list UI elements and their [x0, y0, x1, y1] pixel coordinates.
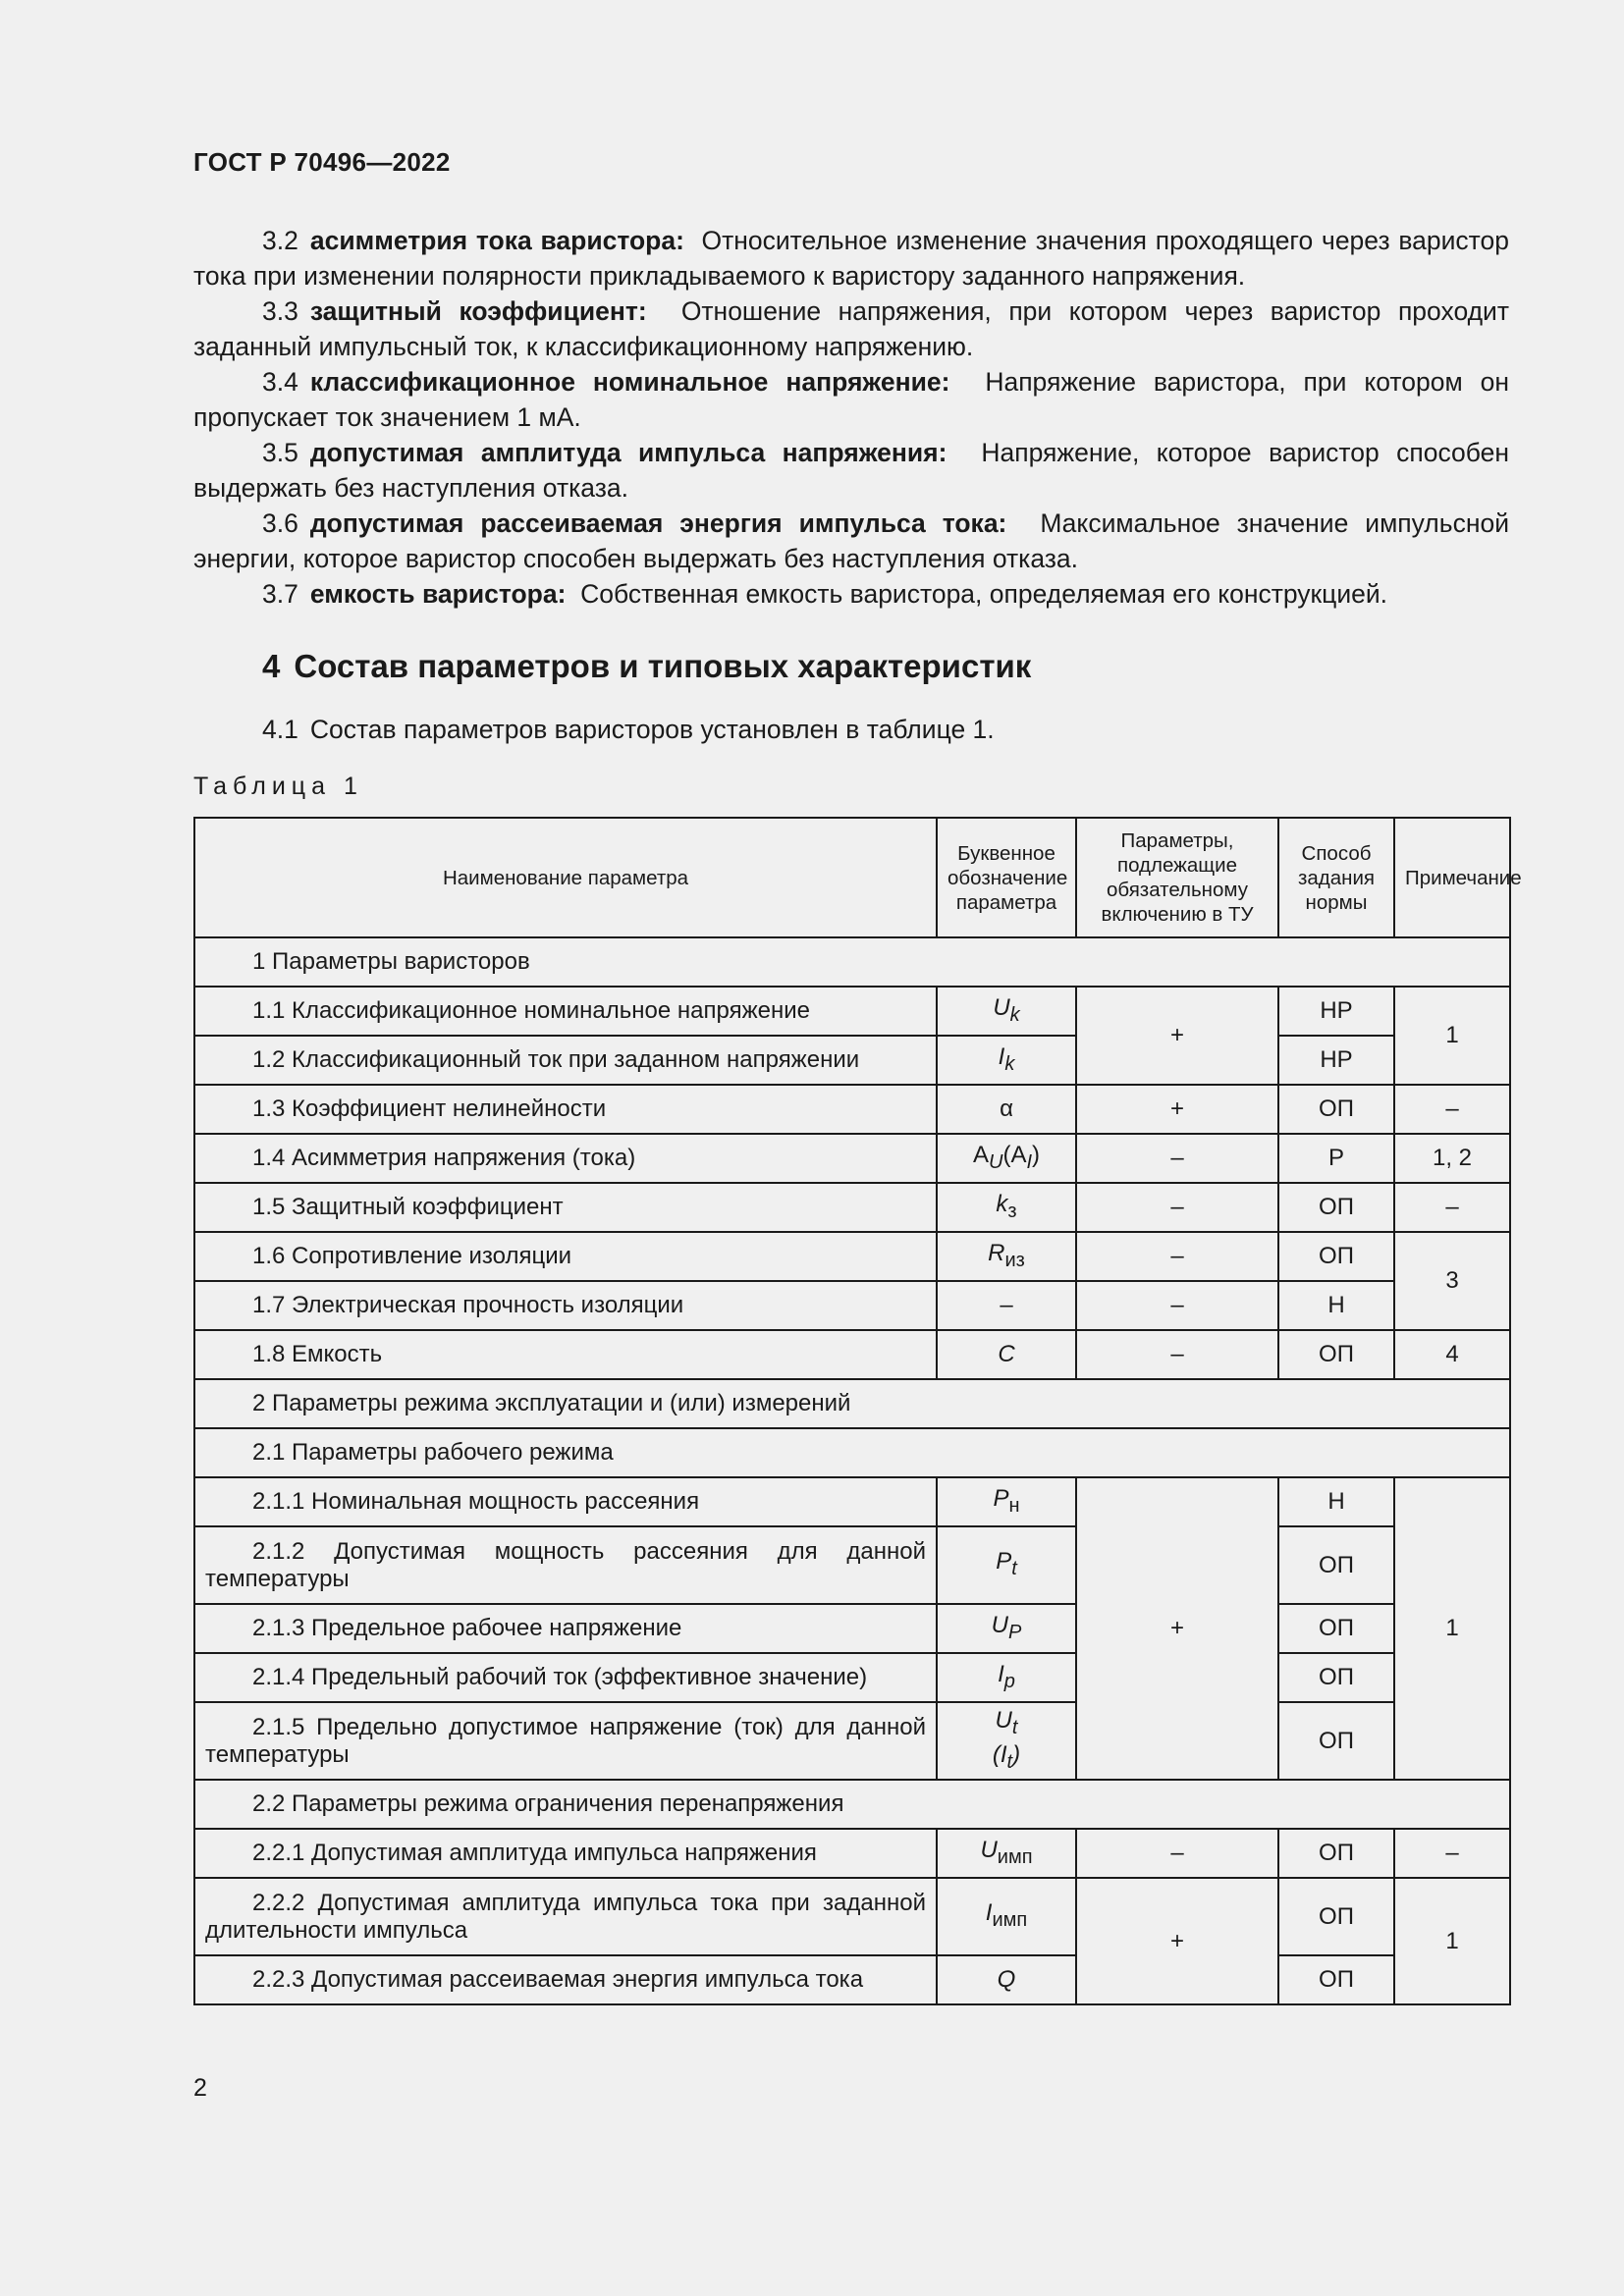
param-note: 1	[1394, 987, 1510, 1085]
section-title-text: Состав параметров и типовых характеристик	[294, 648, 1032, 684]
param-mandatory: +	[1076, 987, 1278, 1085]
param-mandatory: –	[1076, 1829, 1278, 1878]
symbol-sub: P	[1008, 1621, 1022, 1643]
table-row	[194, 1878, 1510, 1955]
symbol-sub: p	[1003, 1670, 1015, 1692]
param-symbol	[937, 987, 1076, 1036]
table-row	[194, 1330, 1510, 1379]
definition-3-4	[193, 364, 1509, 435]
param-symbol	[937, 1134, 1076, 1183]
symbol-sub: н	[1008, 1494, 1020, 1517]
symbol-main: I	[985, 1899, 993, 1927]
table-row	[194, 1955, 1510, 2004]
param-mandatory: +	[1076, 1085, 1278, 1134]
param-norm: ОП	[1278, 1955, 1394, 2004]
param-symbol	[937, 1604, 1076, 1653]
param-norm: Р	[1278, 1134, 1394, 1183]
param-mandatory: –	[1076, 1134, 1278, 1183]
param-norm: ОП	[1278, 1330, 1394, 1379]
param-mandatory: +	[1076, 1477, 1278, 1780]
header-symbol: Буквенное обозначение параметра	[937, 818, 1076, 937]
clause-text: Состав параметров варисторов установлен в таблице 1.	[309, 715, 995, 744]
param-norm: ОП	[1278, 1604, 1394, 1653]
param-name: 2.1.1 Номинальная мощность рассеяния	[194, 1477, 937, 1526]
symbol-sub: из	[1004, 1249, 1025, 1271]
symbol-sub: t	[1011, 1716, 1018, 1738]
param-symbol	[937, 1878, 1076, 1955]
symbol-sub: з	[1007, 1200, 1017, 1222]
table-row	[194, 1134, 1510, 1183]
table-row	[194, 1829, 1510, 1878]
param-norm: ОП	[1278, 1232, 1394, 1281]
param-name: 1.7 Электрическая прочность изоляции	[194, 1281, 937, 1330]
header-name: Наименование параметра	[194, 818, 937, 937]
symbol-close: )	[1032, 1141, 1041, 1168]
definition-number: 3.5	[262, 438, 298, 467]
param-symbol	[937, 1477, 1076, 1526]
param-note: 1	[1394, 1878, 1510, 2004]
symbol-main: k	[996, 1190, 1008, 1217]
table-row	[194, 1036, 1510, 1085]
group-label: 2.1 Параметры рабочего режима	[194, 1428, 1510, 1477]
param-norm: НР	[1278, 1036, 1394, 1085]
param-symbol	[937, 1653, 1076, 1702]
param-symbol	[937, 1526, 1076, 1604]
param-note: 1, 2	[1394, 1134, 1510, 1183]
param-name: 1.1 Классификационное номинальное напряжение	[194, 987, 937, 1036]
param-norm: НР	[1278, 987, 1394, 1036]
definition-number: 3.7	[262, 579, 298, 609]
param-norm: ОП	[1278, 1526, 1394, 1604]
param-mandatory: –	[1076, 1281, 1278, 1330]
param-note: –	[1394, 1183, 1510, 1232]
definition-number: 3.4	[262, 367, 298, 397]
param-mandatory: –	[1076, 1232, 1278, 1281]
definition-number: 3.6	[262, 508, 298, 538]
symbol-main: A	[972, 1141, 989, 1168]
param-name: 2.2.1 Допустимая амплитуда импульса напряжения	[194, 1829, 937, 1878]
definition-text: Напряжение, которое варистор способен выдержать без наступления отказа.	[193, 438, 1509, 503]
param-name: 2.2.3 Допустимая рассеиваемая энергия импульса тока	[194, 1955, 937, 2004]
param-norm: ОП	[1278, 1702, 1394, 1780]
symbol-main: U	[993, 993, 1010, 1021]
definition-term: емкость варистора:	[309, 579, 567, 609]
definitions-list	[193, 223, 1509, 612]
clause-number: 4.1	[262, 715, 298, 744]
definition-3-3	[193, 294, 1509, 364]
header-norm: Способ задания нормы	[1278, 818, 1394, 937]
definition-text: Максимальное значение импульсной энергии, которое варистор способен выдержать без наступления отказа.	[193, 508, 1510, 573]
table-row	[194, 1281, 1510, 1330]
group-label: 2 Параметры режима эксплуатации и (или) измерений	[194, 1379, 1510, 1428]
table-row	[194, 987, 1510, 1036]
definition-term: асимметрия тока варистора:	[309, 226, 684, 255]
param-name: 1.6 Сопротивление изоляции	[194, 1232, 937, 1281]
document-code-header: ГОСТ Р 70496—2022	[193, 147, 451, 177]
definition-term: классификационное номинальное напряжение:	[309, 367, 950, 397]
header-mandatory: Параметры, подлежащие обязательному включению в ТУ	[1076, 818, 1278, 937]
symbol-main: U	[995, 1706, 1012, 1734]
param-name: 1.8 Емкость	[194, 1330, 937, 1379]
group-label: 2.2 Параметры режима ограничения перенапряжения	[194, 1780, 1510, 1829]
param-norm: ОП	[1278, 1085, 1394, 1134]
symbol-main: R	[988, 1239, 1005, 1266]
table-row	[194, 1526, 1510, 1604]
symbol-sub-2: t	[1006, 1750, 1013, 1773]
param-mandatory: +	[1076, 1878, 1278, 2004]
table-row	[194, 1477, 1510, 1526]
param-mandatory: –	[1076, 1330, 1278, 1379]
table-caption: Таблица 1	[193, 773, 363, 800]
param-name: 2.1.3 Предельное рабочее напряжение	[194, 1604, 937, 1653]
param-norm: ОП	[1278, 1653, 1394, 1702]
symbol-sub: имп	[992, 1908, 1028, 1931]
definition-3-7	[193, 576, 1509, 612]
param-symbol	[937, 1702, 1076, 1780]
param-symbol	[937, 1829, 1076, 1878]
param-name: 1.4 Асимметрия напряжения (тока)	[194, 1134, 937, 1183]
symbol-sub: k	[1004, 1052, 1015, 1075]
param-name: 2.2.2 Допустимая амплитуда импульса тока при заданной длительности импульса	[194, 1878, 937, 1955]
table-row	[194, 1183, 1510, 1232]
symbol-main: I	[998, 1042, 1005, 1070]
definition-number: 3.2	[262, 226, 298, 255]
table-group-row	[194, 1428, 1510, 1477]
definition-term: защитный коэффициент:	[309, 296, 647, 326]
param-symbol: C	[937, 1330, 1076, 1379]
symbol-sub: t	[1011, 1557, 1017, 1579]
table-row	[194, 1702, 1510, 1780]
symbol-sub: k	[1009, 1003, 1020, 1026]
symbol-main: P	[996, 1548, 1012, 1575]
param-name: 2.1.4 Предельный рабочий ток (эффективное значение)	[194, 1653, 937, 1702]
param-mandatory: –	[1076, 1183, 1278, 1232]
definition-3-2	[193, 223, 1509, 294]
symbol-main-2: (A	[1002, 1141, 1027, 1168]
page-number: 2	[193, 2074, 207, 2102]
definition-3-6	[193, 506, 1509, 576]
param-note: –	[1394, 1829, 1510, 1878]
parameters-table	[193, 817, 1522, 2005]
param-norm: ОП	[1278, 1183, 1394, 1232]
param-note: –	[1394, 1085, 1510, 1134]
section-heading	[262, 648, 1031, 685]
param-name: 1.5 Защитный коэффициент	[194, 1183, 937, 1232]
clause-4-1	[262, 715, 995, 745]
table-group-row	[194, 1780, 1510, 1829]
table-row	[194, 1653, 1510, 1702]
param-norm: Н	[1278, 1281, 1394, 1330]
param-symbol: Q	[937, 1955, 1076, 2004]
definition-text: Напряжение варистора, при котором он пропускает ток значением 1 мА.	[193, 367, 1509, 432]
header-note: Примечание	[1394, 818, 1510, 937]
symbol-main: U	[991, 1611, 1008, 1638]
table-group-row	[194, 937, 1510, 987]
param-name: 1.2 Классификационный ток при заданном напряжении	[194, 1036, 937, 1085]
param-symbol	[937, 1232, 1076, 1281]
symbol-main: P	[993, 1484, 1009, 1512]
param-symbol	[937, 1183, 1076, 1232]
symbol-sub: U	[989, 1150, 1003, 1173]
table-row	[194, 1604, 1510, 1653]
definition-term: допустимая рассеиваемая энергия импульса тока:	[309, 508, 1007, 538]
param-note: 4	[1394, 1330, 1510, 1379]
symbol-main: U	[980, 1836, 998, 1863]
param-name: 1.3 Коэффициент нелинейности	[194, 1085, 937, 1134]
symbol-close: )	[1012, 1740, 1021, 1768]
symbol-sub: имп	[997, 1845, 1033, 1868]
symbol-sub-2: I	[1026, 1150, 1033, 1173]
symbol-main-2: (I	[992, 1740, 1007, 1768]
param-symbol: α	[937, 1085, 1076, 1134]
definition-text: Собственная емкость варистора, определяемая его конструкцией.	[580, 579, 1388, 609]
param-norm: ОП	[1278, 1878, 1394, 1955]
param-name: 2.1.2 Допустимая мощность рассеяния для данной температуры	[194, 1526, 937, 1604]
table-header-row	[194, 818, 1510, 937]
param-symbol: –	[937, 1281, 1076, 1330]
definition-text: Отношение напряжения, при котором через варистор проходит заданный импульсный ток, к классификационному напряжению.	[193, 296, 1509, 361]
param-note: 3	[1394, 1232, 1510, 1330]
symbol-main: I	[998, 1660, 1004, 1687]
table-row	[194, 1232, 1510, 1281]
param-norm: Н	[1278, 1477, 1394, 1526]
definition-3-5	[193, 435, 1509, 506]
param-norm: ОП	[1278, 1829, 1394, 1878]
definition-number: 3.3	[262, 296, 298, 326]
definition-text: Относительное изменение значения проходящего через варистор тока при изменении полярности прикладываемого к варистору заданного напряжения.	[193, 226, 1509, 291]
group-label: 1 Параметры варисторов	[194, 937, 1510, 987]
param-name: 2.1.5 Предельно допустимое напряжение (ток) для данной температуры	[194, 1702, 937, 1780]
table-group-row	[194, 1379, 1510, 1428]
section-number: 4	[262, 648, 281, 684]
table-row	[194, 1085, 1510, 1134]
definition-term: допустимая амплитуда импульса напряжения:	[309, 438, 947, 467]
param-symbol	[937, 1036, 1076, 1085]
param-note: 1	[1394, 1477, 1510, 1780]
